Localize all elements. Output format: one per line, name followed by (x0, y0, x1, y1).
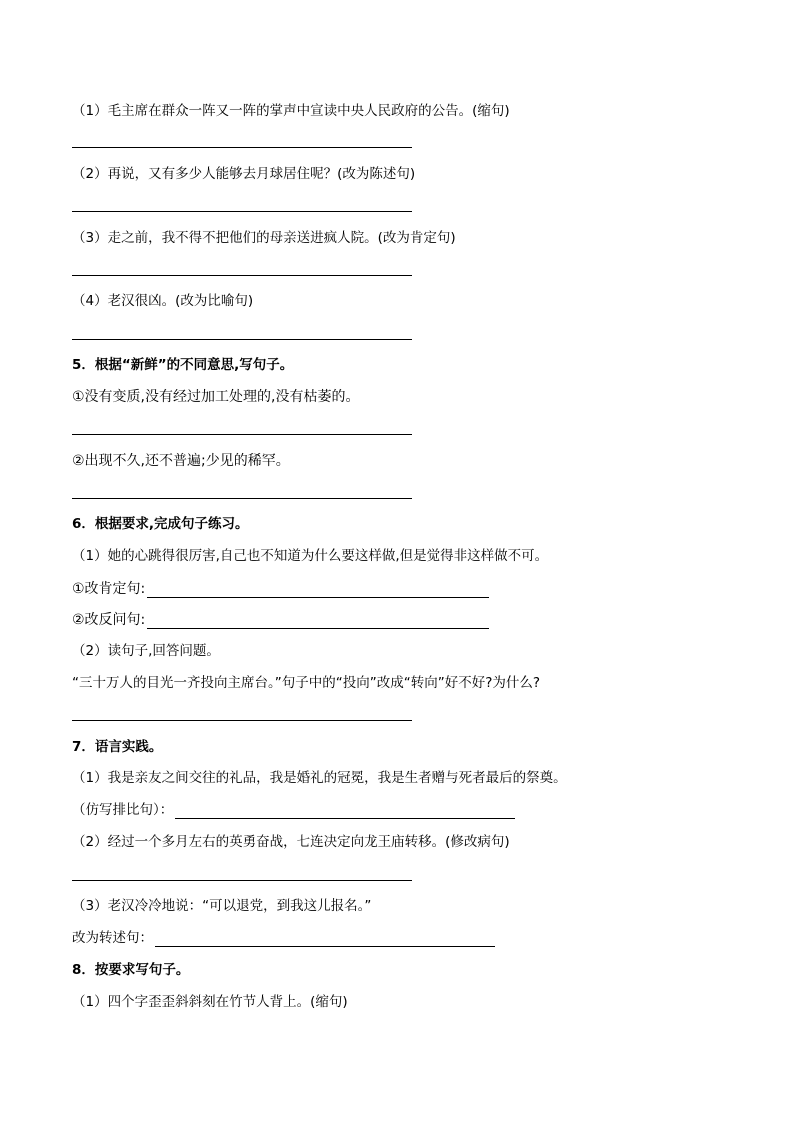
question-7-2: （2）经过一个多月左右的英勇奋战，七连决定向龙王庙转移。(修改病句) (72, 834, 510, 850)
question-5-meaning-2: ②出现不久,还不普遍;少见的稀罕。 (72, 453, 290, 469)
answer-line[interactable] (72, 720, 412, 721)
rhetorical-label: ②改反问句: (72, 612, 146, 628)
answer-line[interactable] (155, 932, 495, 947)
answer-line[interactable] (72, 498, 412, 499)
answer-line[interactable] (72, 434, 412, 435)
question-6-1-affirmative (72, 580, 489, 598)
question-8-1: （1）四个字歪歪斜斜刻在竹节人背上。(缩句) (72, 994, 348, 1010)
answer-line[interactable] (72, 275, 412, 276)
answer-line[interactable] (72, 339, 412, 340)
answer-line[interactable] (72, 880, 412, 881)
parallel-label: （仿写排比句）： (72, 802, 174, 818)
question-4-1: （1）毛主席在群众一阵又一阵的掌声中宣读中央人民政府的公告。(缩句) (72, 103, 510, 119)
question-7-1-answer (72, 801, 515, 819)
question-8-title: 8．按要求写句子。 (72, 962, 190, 978)
question-6-1: （1）她的心跳得很厉害,自己也不知道为什么要这样做,但是觉得非这样做不可。 (72, 548, 549, 564)
answer-line[interactable] (72, 147, 412, 148)
question-4-2: （2）再说，又有多少人能够去月球居住呢？(改为陈述句) (72, 166, 416, 182)
question-4-4: （4）老汉很凶。(改为比喻句) (72, 293, 254, 309)
answer-line[interactable] (175, 804, 515, 819)
question-4-3: （3）走之前，我不得不把他们的母亲送进疯人院。(改为肯定句) (72, 230, 456, 246)
question-6-2: （2）读句子,回答问题。 (72, 643, 220, 659)
affirmative-label: ①改肯定句: (72, 581, 146, 597)
question-7-title: 7．语言实践。 (72, 739, 163, 755)
question-5-title: 5．根据“新鲜”的不同意思,写句子。 (72, 357, 294, 373)
question-7-3-answer (72, 929, 495, 947)
question-7-1: （1）我是亲友之间交往的礼品，我是婚礼的冠冕，我是生者赠与死者最后的祭奠。 (72, 770, 567, 786)
answer-line[interactable] (147, 583, 489, 598)
question-7-3: （3）老汉冷冷地说：“可以退党，到我这儿报名。” (72, 898, 372, 914)
question-6-2-sentence: “三十万人的目光一齐投向主席台。”句子中的“投向”改成“转向”好不好?为什么? (72, 675, 541, 691)
answer-line[interactable] (72, 211, 412, 212)
answer-line[interactable] (147, 614, 489, 629)
question-6-1-rhetorical (72, 611, 489, 629)
question-5-meaning-1: ①没有变质,没有经过加工处理的,没有枯萎的。 (72, 389, 360, 405)
indirect-speech-label: 改为转述句： (72, 930, 153, 946)
question-6-title: 6．根据要求,完成句子练习。 (72, 516, 249, 532)
